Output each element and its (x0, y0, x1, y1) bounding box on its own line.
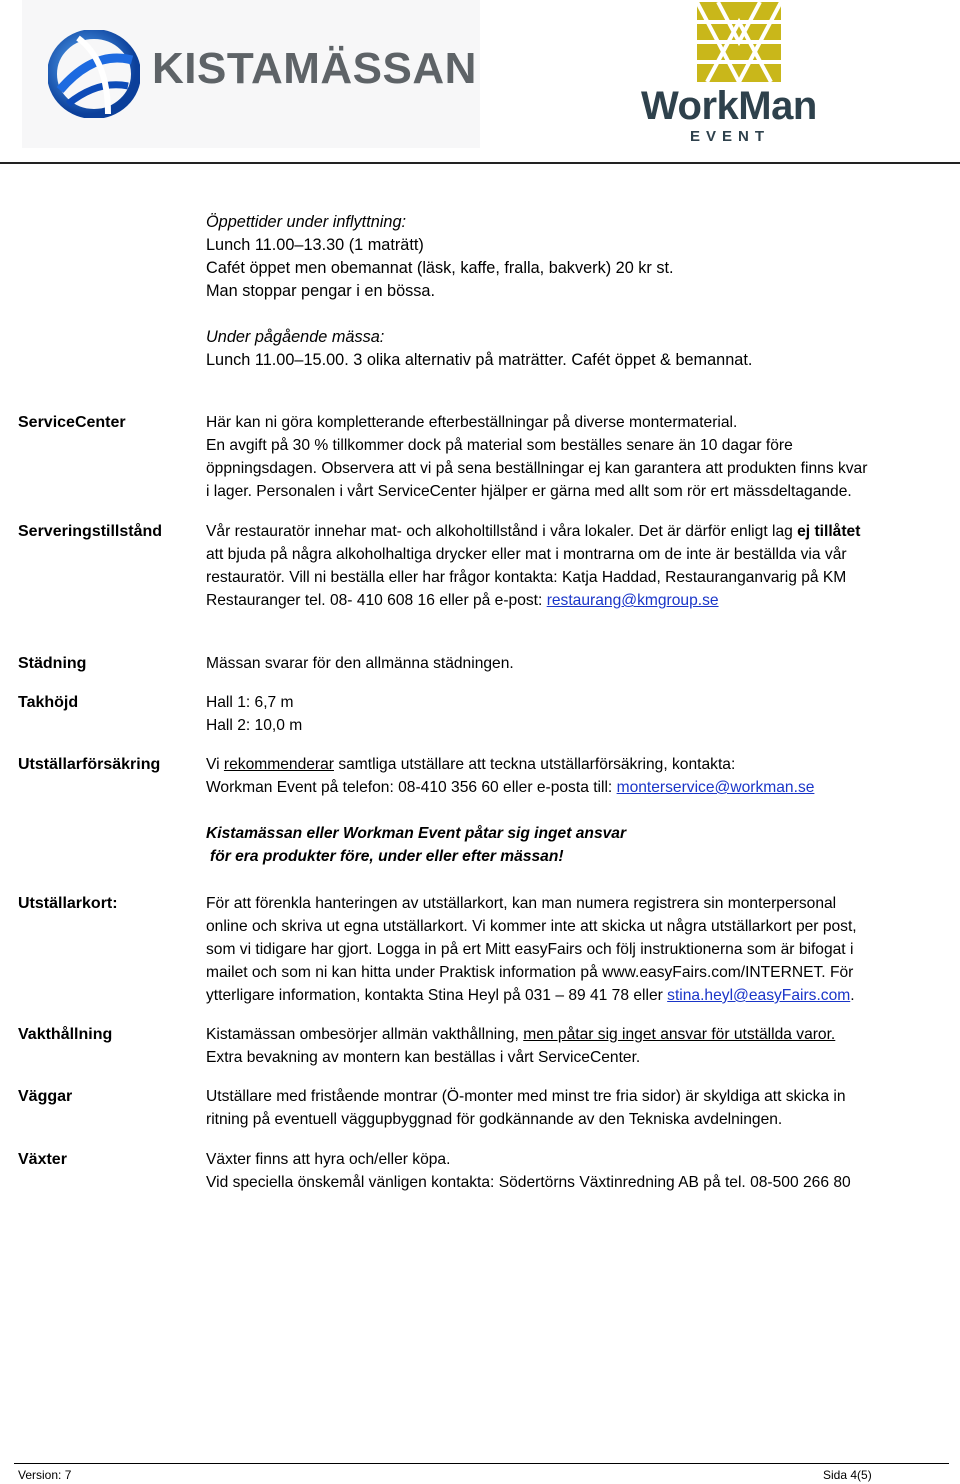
text-line (206, 984, 954, 1007)
text-line: att bjuda på några alkoholhaltiga drycker eller mat i montrarna om de inte är beställda via vår (206, 546, 847, 563)
utstallarkort-text (206, 892, 954, 1007)
section-label-stadning: Städning (18, 655, 87, 672)
section-label-vaxter: Växter (18, 1151, 67, 1168)
workman-wordmark: WorkMan (641, 84, 817, 128)
forsakring-text (206, 753, 954, 799)
kistamassan-logo (22, 0, 480, 148)
text-line (206, 1023, 954, 1046)
vaggar-text (206, 1085, 954, 1131)
section-label-vakthallning: Vakthållning (18, 1026, 113, 1043)
text-line: En avgift på 30 % tillkommer dock på material som beställes senare än 10 dagar före (206, 437, 793, 454)
servicecenter-text (206, 411, 954, 503)
disclaimer (206, 822, 954, 868)
text-line (206, 520, 954, 543)
vaxter-text (206, 1148, 954, 1194)
opening-line: Lunch 11.00–13.30 (1 maträtt) (206, 236, 424, 254)
text-segment: Kistamässan ombesörjer allmän vakthållning, (206, 1026, 524, 1043)
emphasis-recommend: rekommenderar (223, 756, 334, 773)
section-label-serveringstillstand: Serveringstillstånd (18, 523, 163, 540)
disclaimer-line: för era produkter före, under eller efter mässan! (210, 848, 564, 865)
footer-divider (14, 1463, 949, 1464)
hall-height: Hall 1: 6,7 m (206, 694, 294, 711)
opening-heading-during-fair: Under pågående mässa: (206, 328, 385, 346)
text-line: mailet och som ni kan hitta under Praktisk information på www.easyFairs.com/INTERNET. För (206, 964, 854, 981)
text-line (206, 589, 954, 612)
restaurant-email-link[interactable]: restaurang@kmgroup.se (546, 592, 719, 609)
opening-hours (206, 211, 954, 303)
text-line: online och skriva ut egna utställarkort. Vi kommer inte att skicka ut några utställarkort per post, (206, 918, 857, 935)
opening-hours-fair (206, 326, 954, 372)
text-segment: Workman Event på telefon: 08-410 356 60 eller e-posta till: (206, 779, 617, 796)
text-segment: Vi (206, 756, 224, 773)
serveringstillstand-text (206, 520, 954, 612)
opening-heading-moving-in: Öppettider under inflyttning: (206, 213, 407, 231)
footer-version: Version: 7 (18, 1468, 72, 1482)
emphasis-not-allowed: ej tillåtet (797, 523, 861, 540)
text-line: Extra bevakning av montern kan beställas i vårt ServiceCenter. (206, 1049, 641, 1066)
monterservice-email-link[interactable]: monterservice@workman.se (616, 779, 815, 796)
text-segment: ytterligare information, kontakta Stina Heyl på 031 – 89 41 78 eller (206, 987, 668, 1004)
text-line: som vi tidigare har gjort. Logga in på ert Mitt easyFairs och följ instruktionerna som är bifogat i (206, 941, 854, 958)
section-label-vaggar: Väggar (18, 1088, 73, 1105)
disclaimer-line: Kistamässan eller Workman Event påtar sig inget ansvar (206, 825, 627, 842)
section-label-utstallarkort: Utställarkort: (18, 895, 118, 912)
workman-subtitle: EVENT (690, 128, 771, 145)
opening-line: Lunch 11.00–15.00. 3 olika alternativ på maträtter. Cafét öppet & bemannat. (206, 351, 753, 369)
text-segment: samtliga utställare att teckna utställarförsäkring, kontakta: (333, 756, 736, 773)
opening-line: Man stoppar pengar i en bössa. (206, 282, 435, 300)
text-line: Växter finns att hyra och/eller köpa. (206, 1151, 451, 1168)
text-line: i lager. Personalen i vårt ServiceCenter hjälper er gärna med allt som rör ert mässdeltagande. (206, 483, 852, 500)
text-segment: . (850, 987, 855, 1004)
emphasis-no-responsibility: men påtar sig inget ansvar för utställda varor. (523, 1026, 836, 1043)
footer-page-number: Sida 4(5) (823, 1468, 872, 1482)
text-line (206, 753, 954, 776)
section-label-servicecenter: ServiceCenter (18, 414, 126, 431)
section-label-forsakring: Utställarförsäkring (18, 756, 161, 773)
vakthallning-text (206, 1023, 954, 1069)
text-line: För att förenkla hanteringen av utställarkort, kan man numera registrera sin monterpersonal (206, 895, 837, 912)
section-label-takhojd: Takhöjd (18, 694, 79, 711)
text-line: ritning på eventuell väggupbyggnad för godkännande av den Tekniska avdelningen. (206, 1111, 783, 1128)
text-line: restauratör. Vill ni beställa eller har frågor kontakta: Katja Haddad, Restauranganvarig på KM (206, 569, 847, 586)
easyfairs-email-link[interactable]: stina.heyl@easyFairs.com (667, 987, 851, 1004)
text-segment: Vår restauratör innehar mat- och alkoholtillstånd i våra lokaler. Det är därför enligt lag (206, 523, 798, 540)
opening-line: Cafét öppet men obemannat (läsk, kaffe, fralla, bakverk) 20 kr st. (206, 259, 674, 277)
text-line: Här kan ni göra kompletterande efterbeställningar på diverse montermaterial. (206, 414, 738, 431)
text-line: Vid speciella önskemål vänligen kontakta: Södertörns Växtinredning AB på tel. 08-500 266 80 (206, 1174, 851, 1191)
workman-emblem-icon (697, 2, 781, 82)
hall-height: Hall 2: 10,0 m (206, 717, 303, 734)
text-line: öppningsdagen. Observera att vi på sena beställningar ej kan garantera att produkten finns kvar (206, 460, 868, 477)
globe-icon (48, 30, 140, 118)
stadning-text: Mässan svarar för den allmänna städningen. (206, 655, 514, 672)
text-segment: Restauranger tel. 08- 410 608 16 eller på e-post: (206, 592, 547, 609)
takhojd-text (206, 691, 954, 737)
text-line: Utställare med fristående montrar (Ö-monter med minst tre fria sidor) är skyldiga att skicka in (206, 1088, 846, 1105)
kistamassan-wordmark: KISTAMÄSSAN (152, 44, 477, 93)
text-line (206, 776, 954, 799)
header-divider (0, 162, 960, 164)
